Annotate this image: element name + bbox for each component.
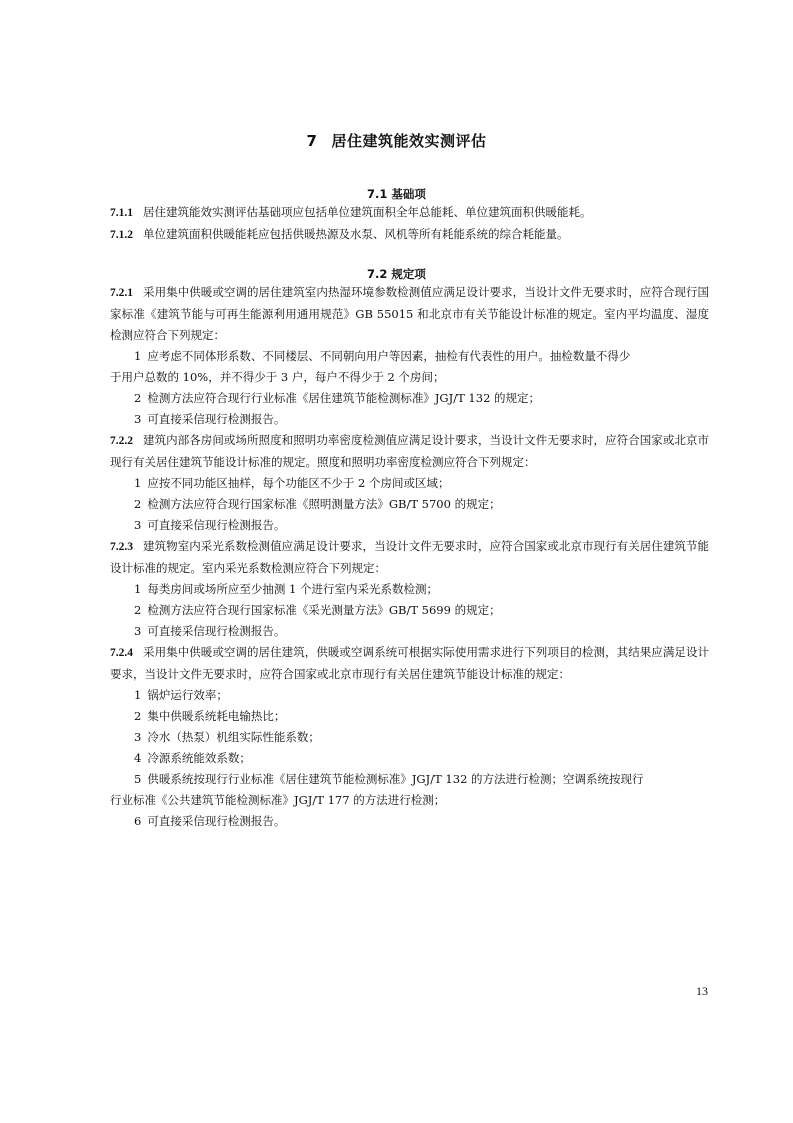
- item-text: 检测方法应符合现行国家标准《采光测量方法》GB/T 5699 的规定；: [147, 603, 501, 617]
- clause-number: 7.2.1: [110, 287, 133, 299]
- item-number: 2: [134, 391, 142, 405]
- list-item: [110, 579, 709, 600]
- item-text: 每类房间或场所应至少抽测 1 个进行室内采光系数检测；: [147, 582, 438, 596]
- list-item: [110, 727, 709, 748]
- clause-number: 7.2.3: [110, 541, 133, 553]
- clause-text: 建筑物室内采光系数检测值应满足设计要求，当设计文件无要求时，应符合国家或北京市现行有关居住建筑节能设计标准的规定。室内采光系数检测应符合下列规定：: [110, 539, 709, 575]
- item-number: 3: [134, 730, 142, 744]
- item-number: 4: [134, 751, 142, 765]
- clause-7-1-1: [110, 202, 709, 224]
- clause-7-2-3: [110, 536, 709, 579]
- list-item: [110, 515, 709, 536]
- item-text: 可直接采信现行检测报告。: [147, 518, 286, 532]
- item-number: 3: [134, 518, 142, 532]
- list-item: [110, 769, 709, 790]
- list-item: [110, 621, 709, 642]
- item-number: 1: [134, 688, 142, 702]
- list-item: [110, 409, 709, 430]
- item-number: 5: [134, 772, 142, 786]
- item-continuation: 于用户总数的 10%，并不得少于 3 户，每户不得少于 2 个房间；: [110, 370, 445, 384]
- item-number: 3: [134, 624, 142, 638]
- clause-text: 采用集中供暖或空调的居住建筑室内热湿环境参数检测值应满足设计要求，当设计文件无要求时，应符合现行国家标准《建筑节能与可再生能源利用通用规范》GB 55015 和北京市有关节能设计标准的规定。室内平均温度、湿度检测应符合下列规定：: [110, 285, 709, 342]
- item-number: 2: [134, 709, 142, 723]
- item-text: 冷水（热泵）机组实际性能系数；: [147, 730, 320, 744]
- clause-number: 7.2.4: [110, 647, 133, 659]
- section-7-1-body: [110, 202, 709, 246]
- item-text: 应按不同功能区抽样，每个功能区不少于 2 个房间或区域；: [147, 476, 450, 490]
- item-number: 1: [134, 476, 142, 490]
- item-number: 2: [134, 603, 142, 617]
- section-7-2-body: [110, 282, 709, 832]
- item-number: 3: [134, 412, 142, 426]
- item-number: 2: [134, 497, 142, 511]
- clause-text: 建筑内部各房间或场所照度和照明功率密度检测值应满足设计要求，当设计文件无要求时，应符合国家或北京市现行有关居住建筑节能设计标准的规定。照度和照明功率密度检测应符合下列规定：: [110, 433, 709, 469]
- list-item: [110, 685, 709, 706]
- chapter-title-text: 居住建筑能效实测评估: [331, 132, 487, 150]
- item-number: 6: [134, 814, 142, 828]
- clause-7-2-1: [110, 282, 709, 346]
- clause-7-2-4: [110, 642, 709, 685]
- item-text: 应考虑不同体形系数、不同楼层、不同朝向用户等因素，抽检有代表性的用户。抽检数量不得少: [147, 349, 631, 363]
- list-item: [110, 811, 709, 832]
- clause-number: 7.1.1: [110, 207, 133, 219]
- item-number: 1: [134, 349, 142, 363]
- list-item: [110, 706, 709, 727]
- clause-7-2-2: [110, 430, 709, 473]
- section-heading-7-1: 7.1 基础项: [367, 187, 426, 201]
- page-number: 13: [696, 984, 708, 998]
- clause-number: 7.2.2: [110, 435, 133, 447]
- clause-7-1-2: [110, 224, 709, 246]
- item-text: 可直接采信现行检测报告。: [147, 624, 286, 638]
- item-text: 检测方法应符合现行行业标准《居住建筑节能检测标准》JGJ/T 132 的规定；: [147, 391, 541, 405]
- item-text: 检测方法应符合现行国家标准《照明测量方法》GB/T 5700 的规定；: [147, 497, 501, 511]
- clause-text: 单位建筑面积供暖能耗应包括供暖热源及水泵、风机等所有耗能系统的综合耗能量。: [143, 227, 569, 241]
- clause-text: 居住建筑能效实测评估基础项应包括单位建筑面积全年总能耗、单位建筑面积供暖能耗。: [143, 205, 592, 219]
- list-item: [110, 748, 709, 769]
- list-item: [110, 388, 709, 409]
- item-text: 供暖系统按现行行业标准《居住建筑节能检测标准》JGJ/T 132 的方法进行检测；空调系统按现行: [147, 772, 644, 786]
- item-continuation: 行业标准《公共建筑节能检测标准》JGJ/T 177 的方法进行检测；: [110, 793, 446, 807]
- item-text: 锅炉运行效率；: [147, 688, 228, 702]
- chapter-number: 7: [306, 132, 318, 150]
- list-item: [110, 473, 709, 494]
- list-item: [110, 494, 709, 515]
- section-heading-7-2: 7.2 规定项: [367, 267, 426, 281]
- item-text: 集中供暖系统耗电输热比；: [147, 709, 286, 723]
- clause-text: 采用集中供暖或空调的居住建筑，供暖或空调系统可根据实际使用需求进行下列项目的检测，其结果应满足设计要求，当设计文件无要求时，应符合国家或北京市现行有关居住建筑节能设计标准的规定：: [110, 645, 709, 681]
- item-text: 可直接采信现行检测报告。: [147, 412, 286, 426]
- clause-number: 7.1.2: [110, 229, 133, 241]
- chapter-title: [0, 130, 793, 151]
- list-item: [110, 600, 709, 621]
- list-item: [110, 346, 709, 367]
- item-number: 1: [134, 582, 142, 596]
- item-text: 可直接采信现行检测报告。: [147, 814, 286, 828]
- item-text: 冷源系统能效系数；: [147, 751, 251, 765]
